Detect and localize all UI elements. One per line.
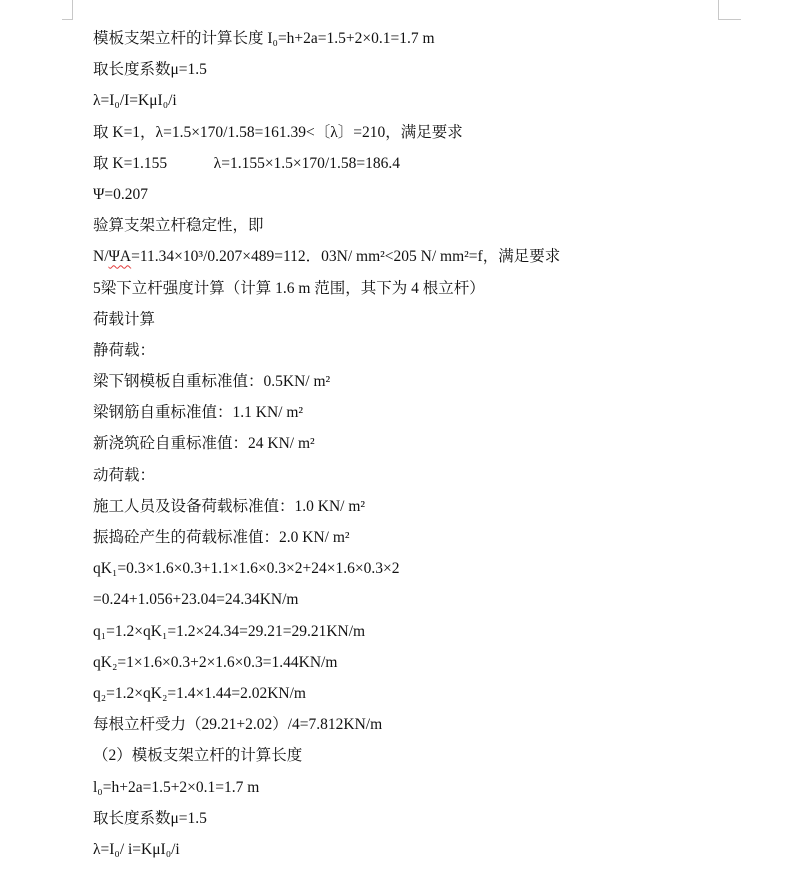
text-line: 每根立杆受力（29.21+2.02）/4=7.812KN/m [93,716,383,734]
text-line: 取长度系数μ=1.5 [93,809,207,827]
text-line: l₀=h+2a=1.5+2×0.1=1.7 m [93,778,260,796]
text-line-stability-check [93,241,773,272]
text-line: 静荷载： [93,341,156,359]
text-line: 梁下钢模板自重标准值：0.5KN/ m² [93,373,331,391]
text-line: 验算支架立杆稳定性，即 [93,217,264,235]
text-line: q₁=1.2×qK₁=1.2×24.34=29.21=29.21KN/m [93,622,366,640]
text-line: 取 K=1.155 λ=1.155×1.5×170/1.58=186.4 [93,154,400,172]
spellcheck-underlined-text: ΨA [108,248,132,266]
text-line: Ψ=0.207 [93,185,149,203]
text-line: 荷载计算 [93,310,156,328]
text-line: 模板支架立杆的计算长度 I₀=h+2a=1.5+2×0.1=1.7 m [93,30,435,47]
text-line: 取长度系数μ=1.5 [93,61,207,79]
formula-prefix: N/ [93,248,109,266]
text-line: （2）模板支架立杆的计算长度 [93,747,303,765]
text-line: 5梁下立杆强度计算（计算 1.6 m 范围，其下为 4 根立杆） [93,279,485,297]
text-line: 梁钢筋自重标准值：1.1 KN/ m² [93,404,304,422]
text-line: 施工人员及设备荷载标准值：1.0 KN/ m² [93,497,366,515]
text-line: 振捣砼产生的荷载标准值：2.0 KN/ m² [93,529,350,546]
document-body [93,23,773,865]
formula-rest: =11.34×10³/0.207×489=112．03N/ mm²<205 N/ mm²=f，满足要求 [131,248,561,266]
text-line: qK₂=1×1.6×0.3+2×1.6×0.3=1.44KN/m [93,653,338,671]
text-line: 动荷载： [93,466,156,484]
text-line: =0.24+1.056+23.04=24.34KN/m [93,591,299,609]
page-corner-mark-left [62,0,73,20]
text-line: λ=I₀/ i=KμI₀/i [93,840,180,858]
text-line: 新浇筑砼自重标准值：24 KN/ m² [93,435,315,453]
text-line: 取 K=1，λ=1.5×170/1.58=161.39<〔λ〕=210，满足要求 [93,123,463,141]
page-corner-mark-right [718,0,741,20]
text-line: qK₁=0.3×1.6×0.3+1.1×1.6×0.3×2+24×1.6×0.3×2 [93,560,400,578]
text-line: q₂=1.2×qK₂=1.4×1.44=2.02KN/m [93,684,306,702]
text-line: λ=I₀/I=KμI₀/i [93,92,177,110]
